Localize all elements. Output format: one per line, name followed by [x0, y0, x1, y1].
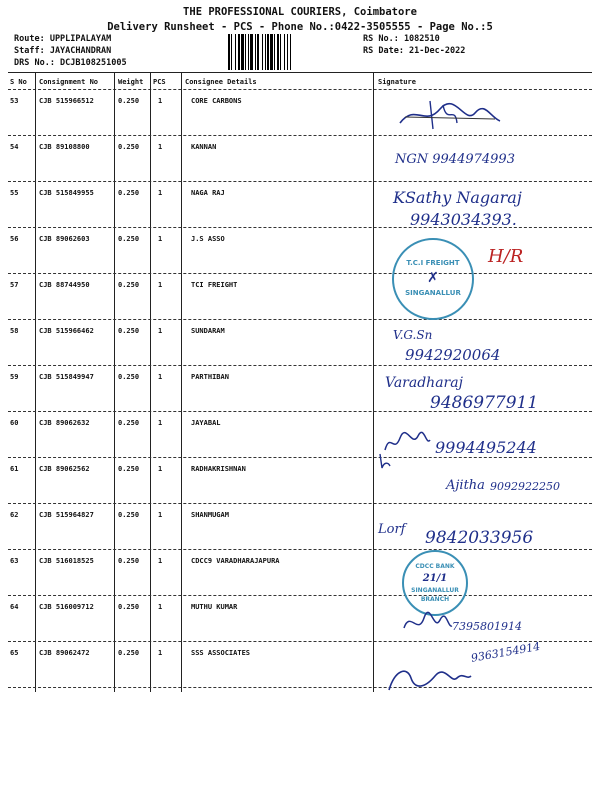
row-weight: 0.250: [118, 327, 140, 335]
barcode-bar: [270, 34, 273, 70]
col-sep: [114, 72, 115, 692]
table-top-border: [8, 72, 592, 73]
signature-58-name: V.G.Sn: [393, 328, 433, 342]
barcode-bar: [235, 34, 236, 70]
tci-freight-stamp: [392, 238, 474, 320]
row-consignment-no: CJB 89108800: [39, 143, 90, 151]
barcode-bar: [284, 34, 285, 70]
row-consignment-no: CJB 89062632: [39, 419, 90, 427]
col-sep: [35, 72, 36, 692]
row-pcs: 1: [158, 511, 163, 519]
drs-barcode: [228, 34, 348, 70]
row-pcs: 1: [158, 557, 163, 565]
row-consignment-no: CJB 88744950: [39, 281, 90, 289]
barcode-bar: [241, 34, 244, 70]
barcode-bar: [267, 34, 269, 70]
col-sep: [150, 72, 151, 692]
row-consignee: PARTHIBAN: [191, 373, 229, 381]
row-pcs: 1: [158, 235, 163, 243]
row-divider: [8, 503, 592, 504]
barcode-bar: [287, 34, 288, 70]
barcode-bar: [250, 34, 253, 70]
row-weight: 0.250: [118, 281, 140, 289]
barcode-bar: [290, 34, 291, 70]
drs-label: DRS No.: DCJB108251005: [14, 58, 127, 68]
row-pcs: 1: [158, 97, 163, 105]
signature-61-phone: 9092922250: [490, 480, 560, 493]
barcode-bar: [238, 34, 240, 70]
signature-60-phone: 9994495244: [435, 438, 537, 457]
signature-65-scribble: [385, 660, 475, 696]
runsheet-title: THE PROFESSIONAL COURIERS, Coimbatore: [183, 6, 417, 18]
barcode-bar: [274, 34, 275, 70]
signature-63: 21/1: [422, 573, 448, 584]
row-consignee: MUTHU KUMAR: [191, 603, 238, 611]
col-header-consignment: Consignment No: [39, 78, 99, 86]
row-consignment-no: CJB 89062603: [39, 235, 90, 243]
row-consignment-no: CJB 515966462: [39, 327, 94, 335]
signature-56-mark: H/R: [488, 246, 524, 267]
row-weight: 0.250: [118, 465, 140, 473]
row-consignment-no: CJB 515966512: [39, 97, 94, 105]
row-sno: 60: [10, 419, 19, 427]
row-weight: 0.250: [118, 189, 140, 197]
row-weight: 0.250: [118, 235, 140, 243]
barcode-bar: [255, 34, 256, 70]
col-sep: [181, 72, 182, 692]
row-consignee: SUNDARAM: [191, 327, 225, 335]
row-pcs: 1: [158, 419, 163, 427]
barcode-bar: [257, 34, 259, 70]
row-divider: [8, 319, 592, 320]
signature-64-phone: 7395801914: [452, 620, 522, 633]
row-sno: 61: [10, 465, 19, 473]
signature-62-phone: 9842033956: [425, 528, 534, 548]
cdcc-stamp-place: SINGANALLUR BRANCH: [411, 587, 459, 603]
signature-61-name: Ajitha: [446, 478, 485, 493]
stamp-signature-mark: ✗: [427, 270, 439, 287]
row-sno: 65: [10, 649, 19, 657]
row-divider: [8, 687, 592, 688]
row-sno: 58: [10, 327, 19, 335]
row-weight: 0.250: [118, 557, 140, 565]
barcode-bar: [231, 34, 232, 70]
row-pcs: 1: [158, 373, 163, 381]
col-header-sno: S No: [10, 78, 27, 86]
rs-number: RS No.: 1082510: [363, 34, 440, 44]
cdcc-bank-stamp: [402, 550, 468, 616]
signature-53: [395, 95, 505, 135]
row-consignment-no: CJB 515849947: [39, 373, 94, 381]
runsheet-subtitle: Delivery Runsheet - PCS - Phone No.:0422-3505555 - Page No.:5: [107, 21, 493, 33]
row-consignee: SSS ASSOCIATES: [191, 649, 251, 657]
row-consignee: NAGA RAJ: [191, 189, 225, 197]
col-sep: [373, 72, 374, 692]
barcode-bar: [277, 34, 279, 70]
row-pcs: 1: [158, 281, 163, 289]
row-consignee: KANNAN: [191, 143, 217, 151]
barcode-bar: [248, 34, 249, 70]
barcode-bar: [262, 34, 263, 70]
row-pcs: 1: [158, 327, 163, 335]
col-header-weight: Weight: [118, 78, 144, 86]
row-sno: 63: [10, 557, 19, 565]
row-consignment-no: CJB 516009712: [39, 603, 94, 611]
row-divider: [8, 457, 592, 458]
signature-62-name: Lorf: [378, 522, 406, 537]
row-pcs: 1: [158, 189, 163, 197]
barcode-bar: [245, 34, 246, 70]
row-divider: [8, 641, 592, 642]
row-pcs: 1: [158, 649, 163, 657]
route-label: Route: UPPLIPALAYAM: [14, 34, 112, 44]
row-consignment-no: CJB 516018525: [39, 557, 94, 565]
row-sno: 56: [10, 235, 19, 243]
staff-label: Staff: JAYACHANDRAN: [14, 46, 112, 56]
row-sno: 59: [10, 373, 19, 381]
col-header-pcs: PCS: [153, 78, 166, 86]
row-consignee: J.S ASSO: [191, 235, 225, 243]
col-header-signature: Signature: [378, 78, 416, 86]
signature-55-phone: 9943034393.: [410, 210, 517, 229]
row-pcs: 1: [158, 143, 163, 151]
signature-65-phone: 9363154914: [470, 639, 542, 665]
row-sno: 57: [10, 281, 19, 289]
signature-59-name: Varadharaj: [385, 375, 463, 391]
row-sno: 55: [10, 189, 19, 197]
tci-stamp-place: SINGANALLUR: [405, 288, 461, 297]
row-divider: [8, 181, 592, 182]
header-divider: [8, 89, 592, 90]
row-consignee: CDCC9 VARADHARAJAPURA: [191, 557, 280, 565]
row-consignee: SHANMUGAM: [191, 511, 229, 519]
signature-54: NGN 9944974993: [395, 152, 515, 167]
row-sno: 64: [10, 603, 19, 611]
rs-date: RS Date: 21-Dec-2022: [363, 46, 466, 56]
row-consignee: JAYABAL: [191, 419, 221, 427]
barcode-bar: [228, 34, 230, 70]
row-consignee: TCI FREIGHT: [191, 281, 238, 289]
barcode-bar: [280, 34, 281, 70]
tci-stamp-ring: T.C.I FREIGHT: [406, 259, 460, 268]
signature-59-phone: 9486977911: [430, 393, 539, 413]
signature-64-scribble: [400, 608, 455, 638]
signature-55-name: KSathy Nagaraj: [393, 188, 522, 207]
row-divider: [8, 365, 592, 366]
row-divider: [8, 549, 592, 550]
row-weight: 0.250: [118, 143, 140, 151]
row-weight: 0.250: [118, 97, 140, 105]
cdcc-stamp-ring: CDCC BANK: [415, 563, 455, 570]
row-weight: 0.250: [118, 373, 140, 381]
barcode-bar: [265, 34, 266, 70]
row-consignee: RADHAKRISHNAN: [191, 465, 246, 473]
row-consignment-no: CJB 515849955: [39, 189, 94, 197]
row-weight: 0.250: [118, 419, 140, 427]
row-consignment-no: CJB 89062472: [39, 649, 90, 657]
row-divider: [8, 135, 592, 136]
signature-61-mark: [376, 452, 396, 472]
row-divider: [8, 595, 592, 596]
row-divider: [8, 273, 592, 274]
row-consignment-no: CJB 89062562: [39, 465, 90, 473]
signature-58-phone: 9942920064: [405, 346, 501, 364]
row-weight: 0.250: [118, 603, 140, 611]
row-pcs: 1: [158, 603, 163, 611]
row-consignment-no: CJB 515964827: [39, 511, 94, 519]
row-weight: 0.250: [118, 649, 140, 657]
row-consignee: CORE CARBONS: [191, 97, 242, 105]
row-weight: 0.250: [118, 511, 140, 519]
row-sno: 62: [10, 511, 19, 519]
row-sno: 54: [10, 143, 19, 151]
col-header-consignee: Consignee Details: [185, 78, 257, 86]
row-pcs: 1: [158, 465, 163, 473]
row-sno: 53: [10, 97, 19, 105]
